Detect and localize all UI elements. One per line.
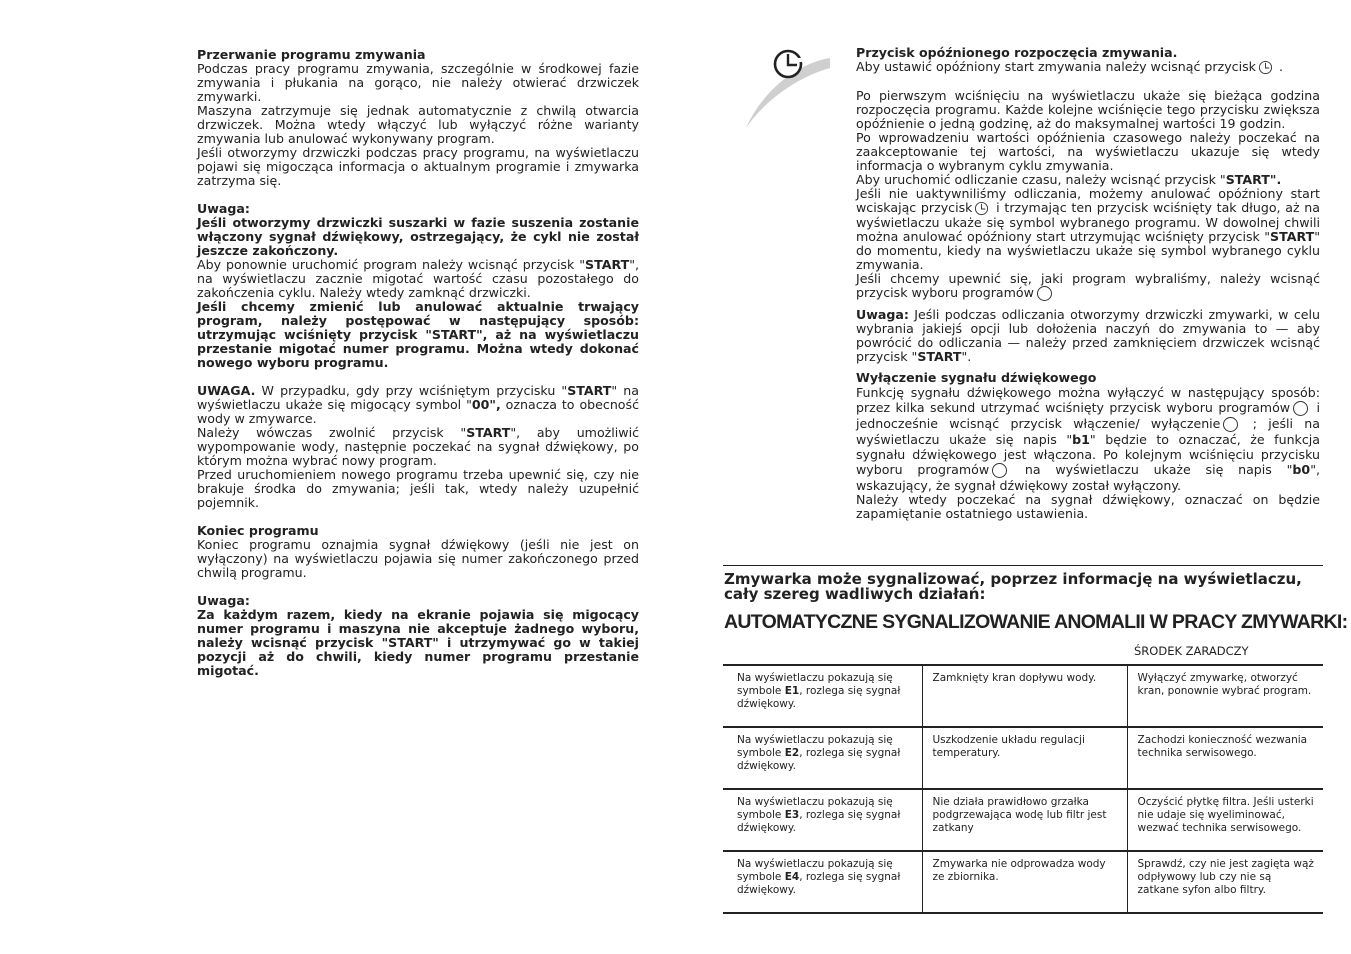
symptom-cell: Na wyświetlaczu pokazują się symbole E2, rozlega się sygnał dźwiękowy. xyxy=(723,727,922,789)
cause-cell: Zamknięty kran dopływu wody. xyxy=(922,665,1127,727)
section-divider xyxy=(723,565,1323,566)
left-column xyxy=(197,48,639,678)
symptom-cell: Na wyświetlaczu pokazują się symbole E1, rozlega się sygnał dźwiękowy. xyxy=(723,665,922,727)
paragraph: Jeśli nie uaktywniliśmy odliczania, możemy anulować opóźniony start wciskając przycisk i trzymając ten przycisk wciśnięty tak długo, aż na wyświetlaczu ukaże się symbol wybranego programu. W dowolnej chwili można anulować opóźniony start utrzymując wciśnięty przycisk "START" do momentu, kiedy na wyświetlaczu ukaże się symbol wybranego cyklu zmywania. xyxy=(856,186,1321,272)
section-title-delayed-start: Przycisk opóźnionego rozpoczęcia zmywania. xyxy=(856,45,1178,60)
cause-cell: Uszkodzenie układu regulacji temperatury. xyxy=(922,727,1127,789)
paragraph: Uwaga: Jeśli podczas odliczania otworzymy drzwiczki zmywarki, w celu wybrania jakiejś opcji lub dołożenia naczyń do zmywania to — aby powrócić do odliczania — należy przed zamknięciem drzwiczek wcisnąć przycisk "START". xyxy=(856,307,1320,364)
table-row xyxy=(723,665,1323,727)
paragraph: Aby ponownie uruchomić program należy wcisnąć przycisk "START", na wyświetlaczu zacznie migotać wartość czasu pozostałego do zakończenia cyklu. Należy wtedy zamknąć drzwiczki. xyxy=(197,257,639,300)
paragraph: Aby ustawić opóźniony start zmywania należy wcisnąć przycisk . xyxy=(856,59,1283,74)
table-row xyxy=(723,851,1323,913)
section-title-program-end: Koniec programu xyxy=(197,523,319,538)
symptom-cell: Na wyświetlaczu pokazują się symbole E4, rozlega się sygnał dźwiękowy. xyxy=(723,851,922,913)
paragraph: Należy wtedy poczekać na sygnał dźwiękowy, oznaczać on będzie zapamiętanie ostatniego ustawienia. xyxy=(856,492,1320,521)
delay-timer-icon xyxy=(744,44,834,134)
section-title-note: Uwaga: xyxy=(197,593,250,608)
program-select-button-icon xyxy=(1293,401,1308,416)
remedy-column-header: ŚRODEK ZARADCZY xyxy=(1134,644,1249,658)
cause-cell: Nie działa prawidłowo grzałka podgrzewająca wodę lub filtr jest zatkany xyxy=(922,789,1127,851)
table-row xyxy=(723,789,1323,851)
paragraph: Należy wówczas zwolnić przycisk "START", aby umożliwić wypompowanie wody, następnie poczekać na sygnał dźwiękowy, po którym można wybrać nowy program. xyxy=(197,425,639,468)
section-title-program-interruption: Przerwanie programu zmywania xyxy=(197,47,426,62)
program-select-button-icon xyxy=(1037,286,1052,301)
program-select-button-icon xyxy=(992,463,1007,478)
paragraph: UWAGA. W przypadku, gdy przy wciśniętym przycisku "START" na wyświetlaczu ukaże się migocący symbol "00", oznacza to obecność wody w zmywarce. xyxy=(197,383,639,426)
paragraph: Jeśli otworzymy drzwiczki podczas pracy programu, na wyświetlaczu pojawi się migocząca informacja o aktualnym programie i zmywarka zatrzyma się. xyxy=(197,145,639,188)
paragraph: Po pierwszym wciśnięciu na wyświetlaczu ukaże się bieżąca godzina rozpoczęcia programu. Każde kolejne wciśnięcie tego przycisku zwiększa opóźnienie o jedną godzinę, aż do maksymalnej wartości 19 godzin. xyxy=(856,88,1320,131)
bold-paragraph: Za każdym razem, kiedy na ekranie pojawia się migocący numer programu i maszyna nie akceptuje żadnego wyboru, należy wcisnąć przycisk "START" i utrzymywać go w takiej pozycji aż do chwili, kiedy numer programu przestanie migotać. xyxy=(197,607,639,678)
symptom-cell: Na wyświetlaczu pokazują się symbole E3, rozlega się sygnał dźwiękowy. xyxy=(723,789,922,851)
paragraph: Po wprowadzeniu wartości opóźnienia czasowego należy poczekać na zaakceptowanie tej wartości, na wyświetlaczu ukazuje się wtedy informacja o wybranym cyklu zmywania. xyxy=(856,130,1320,173)
right-column xyxy=(856,46,1320,521)
remedy-cell: Wyłączyć zmywarkę, otworzyć kran, ponownie wybrać program. xyxy=(1127,665,1323,727)
remedy-cell: Sprawdź, czy nie jest zagięta wąż odpływowy lub czy nie są zatkane syfon albo filtry. xyxy=(1127,851,1323,913)
bold-paragraph: Jeśli otworzymy drzwiczki suszarki w fazie suszenia zostanie włączony sygnał dźwiękowy, ostrzegający, że cykl nie został jeszcze zakończony. xyxy=(197,215,639,258)
power-button-icon xyxy=(1223,417,1238,432)
paragraph: Podczas pracy programu zmywania, szczególnie w środkowej fazie zmywania i płukania na gorąco, nie należy otwierać drzwiczek zmywarki. xyxy=(197,61,639,104)
paragraph: Maszyna zatrzymuje się jednak automatycznie z chwilą otwarcia drzwiczek. Można wtedy włączyć lub wyłączyć różne warianty zmywania lub anulować wykonywany program. xyxy=(197,103,639,146)
remedy-cell: Oczyścić płytkę filtra. Jeśli usterki nie udaje się wyeliminować, wezwać technika serwisowego. xyxy=(1127,789,1323,851)
paragraph: Jeśli chcemy upewnić się, jaki program wybraliśmy, należy wcisnąć przycisk wyboru programów xyxy=(856,271,1320,300)
section-title-sound-off: Wyłączenie sygnału dźwiękowego xyxy=(856,370,1097,385)
table-row xyxy=(723,727,1323,789)
anomalies-title: AUTOMATYCZNE SYGNALIZOWANIE ANOMALII W PRACY ZMYWARKI: xyxy=(724,611,1348,633)
paragraph: Funkcję sygnału dźwiękowego można wyłączyć w następujący sposób: przez kilka sekund utrzymać wciśnięty przycisk wyboru programów i jednocześnie wcisnąć przycisk włączenie/ wyłączenie ; jeśli na wyświetlaczu ukaże się napis "b1" będzie to oznaczać, że funkcja sygnału dźwiękowego jest włączona. Po kolejnym wciśnięciu przycisku wyboru programów na wyświetlaczu ukaże się napis "b0", wskazujący, że sygnał dźwiękowy został wyłączony. xyxy=(856,385,1320,493)
bold-paragraph: Jeśli chcemy zmienić lub anulować aktualnie trwający program, należy postępować w następujący sposób: utrzymując wciśnięty przycisk "START", aż na wyświetlaczu przestanie migotać numer programu. Można wtedy dokonać nowego wyboru programu. xyxy=(197,299,639,370)
delay-clock-icon xyxy=(1258,60,1273,75)
section-title-note: Uwaga: xyxy=(197,201,250,216)
remedy-cell: Zachodzi konieczność wezwania technika serwisowego. xyxy=(1127,727,1323,789)
paragraph: Aby uruchomić odliczanie czasu, należy wcisnąć przycisk "START". xyxy=(856,172,1282,187)
paragraph: Przed uruchomieniem nowego programu trzeba upewnić się, czy nie brakuje środka do zmywania; jeśli tak, wtedy należy uzupełnić pojemnik. xyxy=(197,467,639,510)
paragraph: Koniec programu oznajmia sygnał dźwiękowy (jeśli nie jest on wyłączony) na wyświetlaczu pojawia się numer zakończonego przed chwilą programu. xyxy=(197,537,639,580)
anomalies-table xyxy=(723,664,1323,914)
delay-clock-icon xyxy=(974,201,989,216)
cause-cell: Zmywarka nie odprowadza wody ze zbiornika. xyxy=(922,851,1127,913)
anomalies-intro: Zmywarka może sygnalizować, poprzez informację na wyświetlaczu, cały szereg wadliwych działań: xyxy=(724,570,1302,603)
